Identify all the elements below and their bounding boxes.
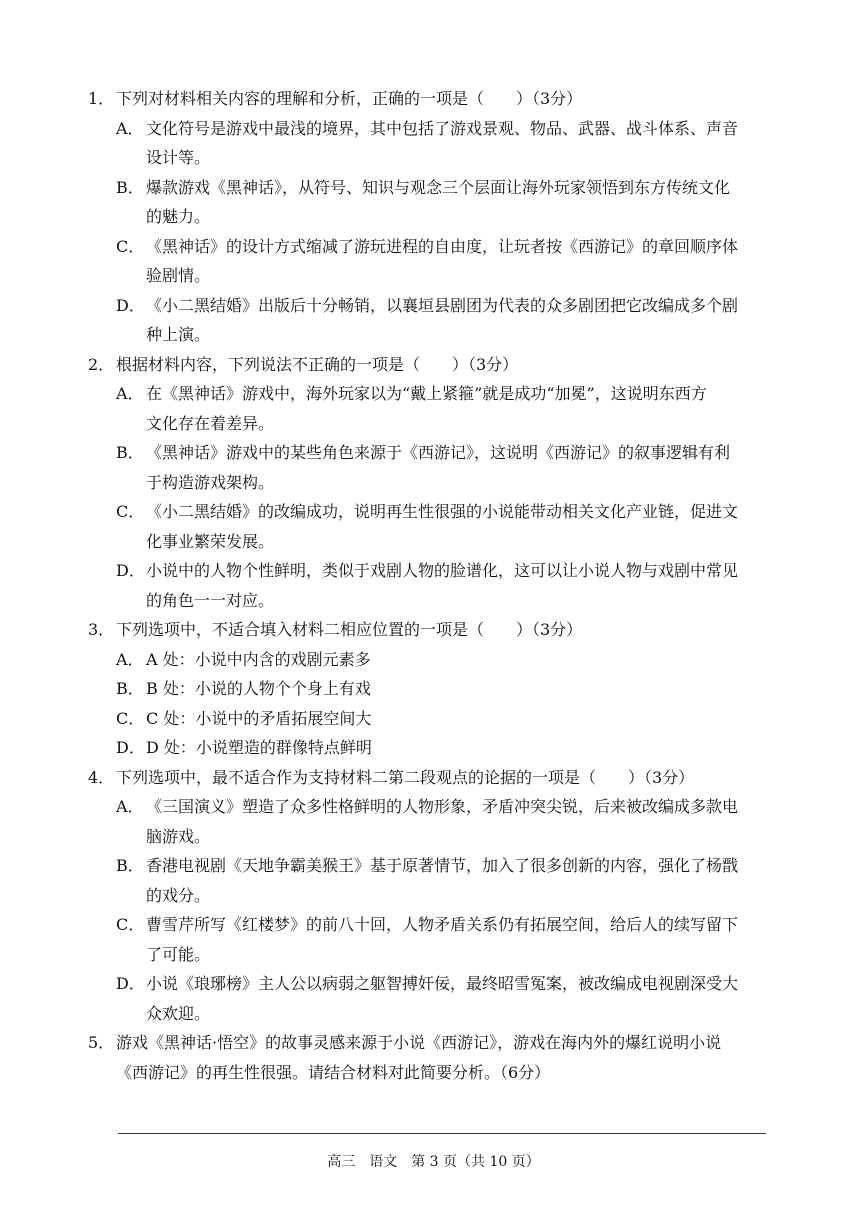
option-text bbox=[146, 291, 788, 350]
option-text-line: 众欢迎。 bbox=[146, 1003, 211, 1023]
question-stem bbox=[88, 84, 788, 114]
option-item bbox=[116, 497, 788, 556]
question-text bbox=[116, 763, 788, 793]
option-text-line: B 处：小说的人物个个身上有戏 bbox=[146, 679, 371, 698]
option-item bbox=[116, 733, 788, 763]
option-letter: A． bbox=[116, 384, 144, 403]
option-list bbox=[116, 792, 788, 1028]
option-text-line: 的角色一一对应。 bbox=[146, 590, 275, 610]
option-letter: C． bbox=[116, 915, 145, 934]
option-text-line: 小说《琅琊榜》主人公以病弱之躯智搏奸佞，最终昭雪冤案，被改编成电视剧深受大 bbox=[146, 974, 739, 993]
option-text bbox=[146, 704, 788, 734]
option-text bbox=[146, 232, 788, 291]
option-letter: B． bbox=[116, 177, 144, 197]
option-text-line: 脑游戏。 bbox=[146, 826, 211, 846]
question-2 bbox=[88, 350, 788, 616]
question-text bbox=[116, 350, 788, 380]
option-text-line: 的戏分。 bbox=[146, 885, 211, 905]
question-text-line: 根据材料内容，下列说法不正确的一项是（ ）（3分） bbox=[116, 354, 519, 374]
option-text-line: 文化存在着差异。 bbox=[146, 413, 275, 433]
option-text bbox=[146, 674, 788, 704]
option-item bbox=[116, 438, 788, 497]
option-item bbox=[116, 910, 788, 969]
option-text-line: 香港电视剧《天地争霸美猴王》基于原著情节，加入了很多创新的内容，强化了杨戬 bbox=[146, 856, 739, 875]
option-letter: C． bbox=[116, 502, 145, 521]
option-text-line: C 处：小说中的矛盾拓展空间大 bbox=[146, 708, 372, 728]
question-stem bbox=[88, 1028, 788, 1087]
option-text bbox=[146, 438, 788, 497]
question-number: 5． bbox=[88, 1033, 115, 1052]
questions-area bbox=[88, 84, 788, 1087]
option-text-line: 《黑神话》游戏中的某些角色来源于《西游记》，这说明《西游记》的叙事逻辑有利 bbox=[146, 443, 731, 462]
question-1 bbox=[88, 84, 788, 350]
option-item bbox=[116, 674, 788, 704]
option-text-line: 爆款游戏《黑神话》，从符号、知识与观念三个层面让海外玩家领悟到东方传统文化 bbox=[146, 177, 731, 197]
question-text bbox=[116, 615, 788, 645]
option-text-line: 《小二黑结婚》出版后十分畅销，以襄垣县剧团为代表的众多剧团把它改编成多个剧 bbox=[146, 295, 739, 315]
option-item bbox=[116, 114, 788, 173]
option-list bbox=[116, 114, 788, 350]
option-letter: C． bbox=[116, 708, 145, 728]
option-letter: A． bbox=[116, 118, 144, 138]
option-letter: B． bbox=[116, 443, 144, 462]
option-letter: D． bbox=[116, 295, 145, 315]
option-list bbox=[116, 645, 788, 763]
option-item bbox=[116, 556, 788, 615]
option-text-line: 了可能。 bbox=[146, 944, 211, 964]
option-text-line: 《小二黑结婚》的改编成功，说明再生性很强的小说能带动相关文化产业链，促进文 bbox=[146, 502, 739, 521]
option-text-line: 《三国演义》塑造了众多性格鲜明的人物形象，矛盾冲突尖锐，后来被改编成多款电 bbox=[146, 797, 739, 816]
question-number: 2． bbox=[88, 354, 115, 374]
option-text-line: 设计等。 bbox=[146, 148, 211, 167]
question-text-line: 下列对材料相关内容的理解和分析，正确的一项是（ ）（3分） bbox=[116, 89, 583, 108]
option-text-line: 验剧情。 bbox=[146, 266, 211, 285]
option-list bbox=[116, 379, 788, 615]
option-text-line: 曹雪芹所写《红楼梦》的前八十回，人物矛盾关系仍有拓展空间，给后人的续写留下 bbox=[146, 915, 739, 934]
option-text bbox=[146, 379, 788, 438]
option-text-line: 在《黑神话》游戏中，海外玩家以为“戴上紧箍”就是成功“加冕”，这说明东西方 bbox=[146, 384, 707, 403]
option-item bbox=[116, 379, 788, 438]
option-text-line: 于构造游戏架构。 bbox=[146, 472, 275, 492]
option-letter: A． bbox=[116, 649, 144, 669]
option-text bbox=[146, 910, 788, 969]
option-letter: D． bbox=[116, 738, 145, 757]
option-text-line: 《黑神话》的设计方式缩减了游玩进程的自由度，让玩者按《西游记》的章回顺序体 bbox=[146, 236, 739, 256]
option-text-line: A 处：小说中内含的戏剧元素多 bbox=[146, 649, 371, 669]
option-item bbox=[116, 645, 788, 675]
option-text bbox=[146, 497, 788, 556]
option-letter: A． bbox=[116, 797, 144, 816]
option-text-line: 小说中的人物个性鲜明，类似于戏剧人物的脸谱化，这可以让小说人物与戏剧中常见 bbox=[146, 561, 739, 580]
page-footer: 高三 语文 第 3 页（共 10 页） bbox=[327, 1154, 540, 1170]
question-text bbox=[116, 84, 788, 114]
option-letter: D． bbox=[116, 561, 145, 580]
question-4 bbox=[88, 763, 788, 1029]
question-text-line: 游戏《黑神话·悟空》的故事灵感来源于小说《西游记》，游戏在海内外的爆红说明小说 bbox=[116, 1033, 722, 1052]
option-item bbox=[116, 704, 788, 734]
question-text bbox=[116, 1028, 788, 1087]
option-letter: C． bbox=[116, 236, 145, 256]
option-text bbox=[146, 173, 788, 232]
option-text bbox=[146, 733, 788, 763]
question-number: 4． bbox=[88, 767, 115, 787]
option-letter: B． bbox=[116, 679, 144, 698]
question-5 bbox=[88, 1028, 788, 1087]
question-stem bbox=[88, 615, 788, 645]
option-item bbox=[116, 792, 788, 851]
option-item bbox=[116, 291, 788, 350]
question-text-line: 下列选项中，最不适合作为支持材料二第二段观点的论据的一项是（ ）（3分） bbox=[116, 767, 695, 787]
option-text bbox=[146, 645, 788, 675]
footer-divider bbox=[118, 1133, 766, 1134]
option-text bbox=[146, 556, 788, 615]
option-text-line: D 处：小说塑造的群像特点鲜明 bbox=[146, 738, 372, 757]
option-text bbox=[146, 851, 788, 910]
option-text bbox=[146, 114, 788, 173]
question-stem bbox=[88, 763, 788, 793]
question-3 bbox=[88, 615, 788, 763]
question-text-line: 下列选项中，不适合填入材料二相应位置的一项是（ ）（3分） bbox=[116, 620, 583, 639]
option-letter: B． bbox=[116, 856, 144, 875]
option-item bbox=[116, 969, 788, 1028]
question-text-line: 《西游记》的再生性很强。请结合材料对此简要分析。（6分） bbox=[116, 1062, 551, 1082]
option-text-line: 文化符号是游戏中最浅的境界，其中包括了游戏景观、物品、武器、战斗体系、声音 bbox=[146, 118, 739, 138]
option-letter: D． bbox=[116, 974, 145, 993]
option-text bbox=[146, 969, 788, 1028]
option-item bbox=[116, 851, 788, 910]
option-text-line: 的魅力。 bbox=[146, 207, 211, 226]
option-item bbox=[116, 232, 788, 291]
question-stem bbox=[88, 350, 788, 380]
option-text-line: 化事业繁荣发展。 bbox=[146, 531, 275, 551]
question-number: 1． bbox=[88, 89, 115, 108]
question-number: 3． bbox=[88, 620, 115, 639]
option-item bbox=[116, 173, 788, 232]
option-text bbox=[146, 792, 788, 851]
option-text-line: 种上演。 bbox=[146, 325, 211, 344]
